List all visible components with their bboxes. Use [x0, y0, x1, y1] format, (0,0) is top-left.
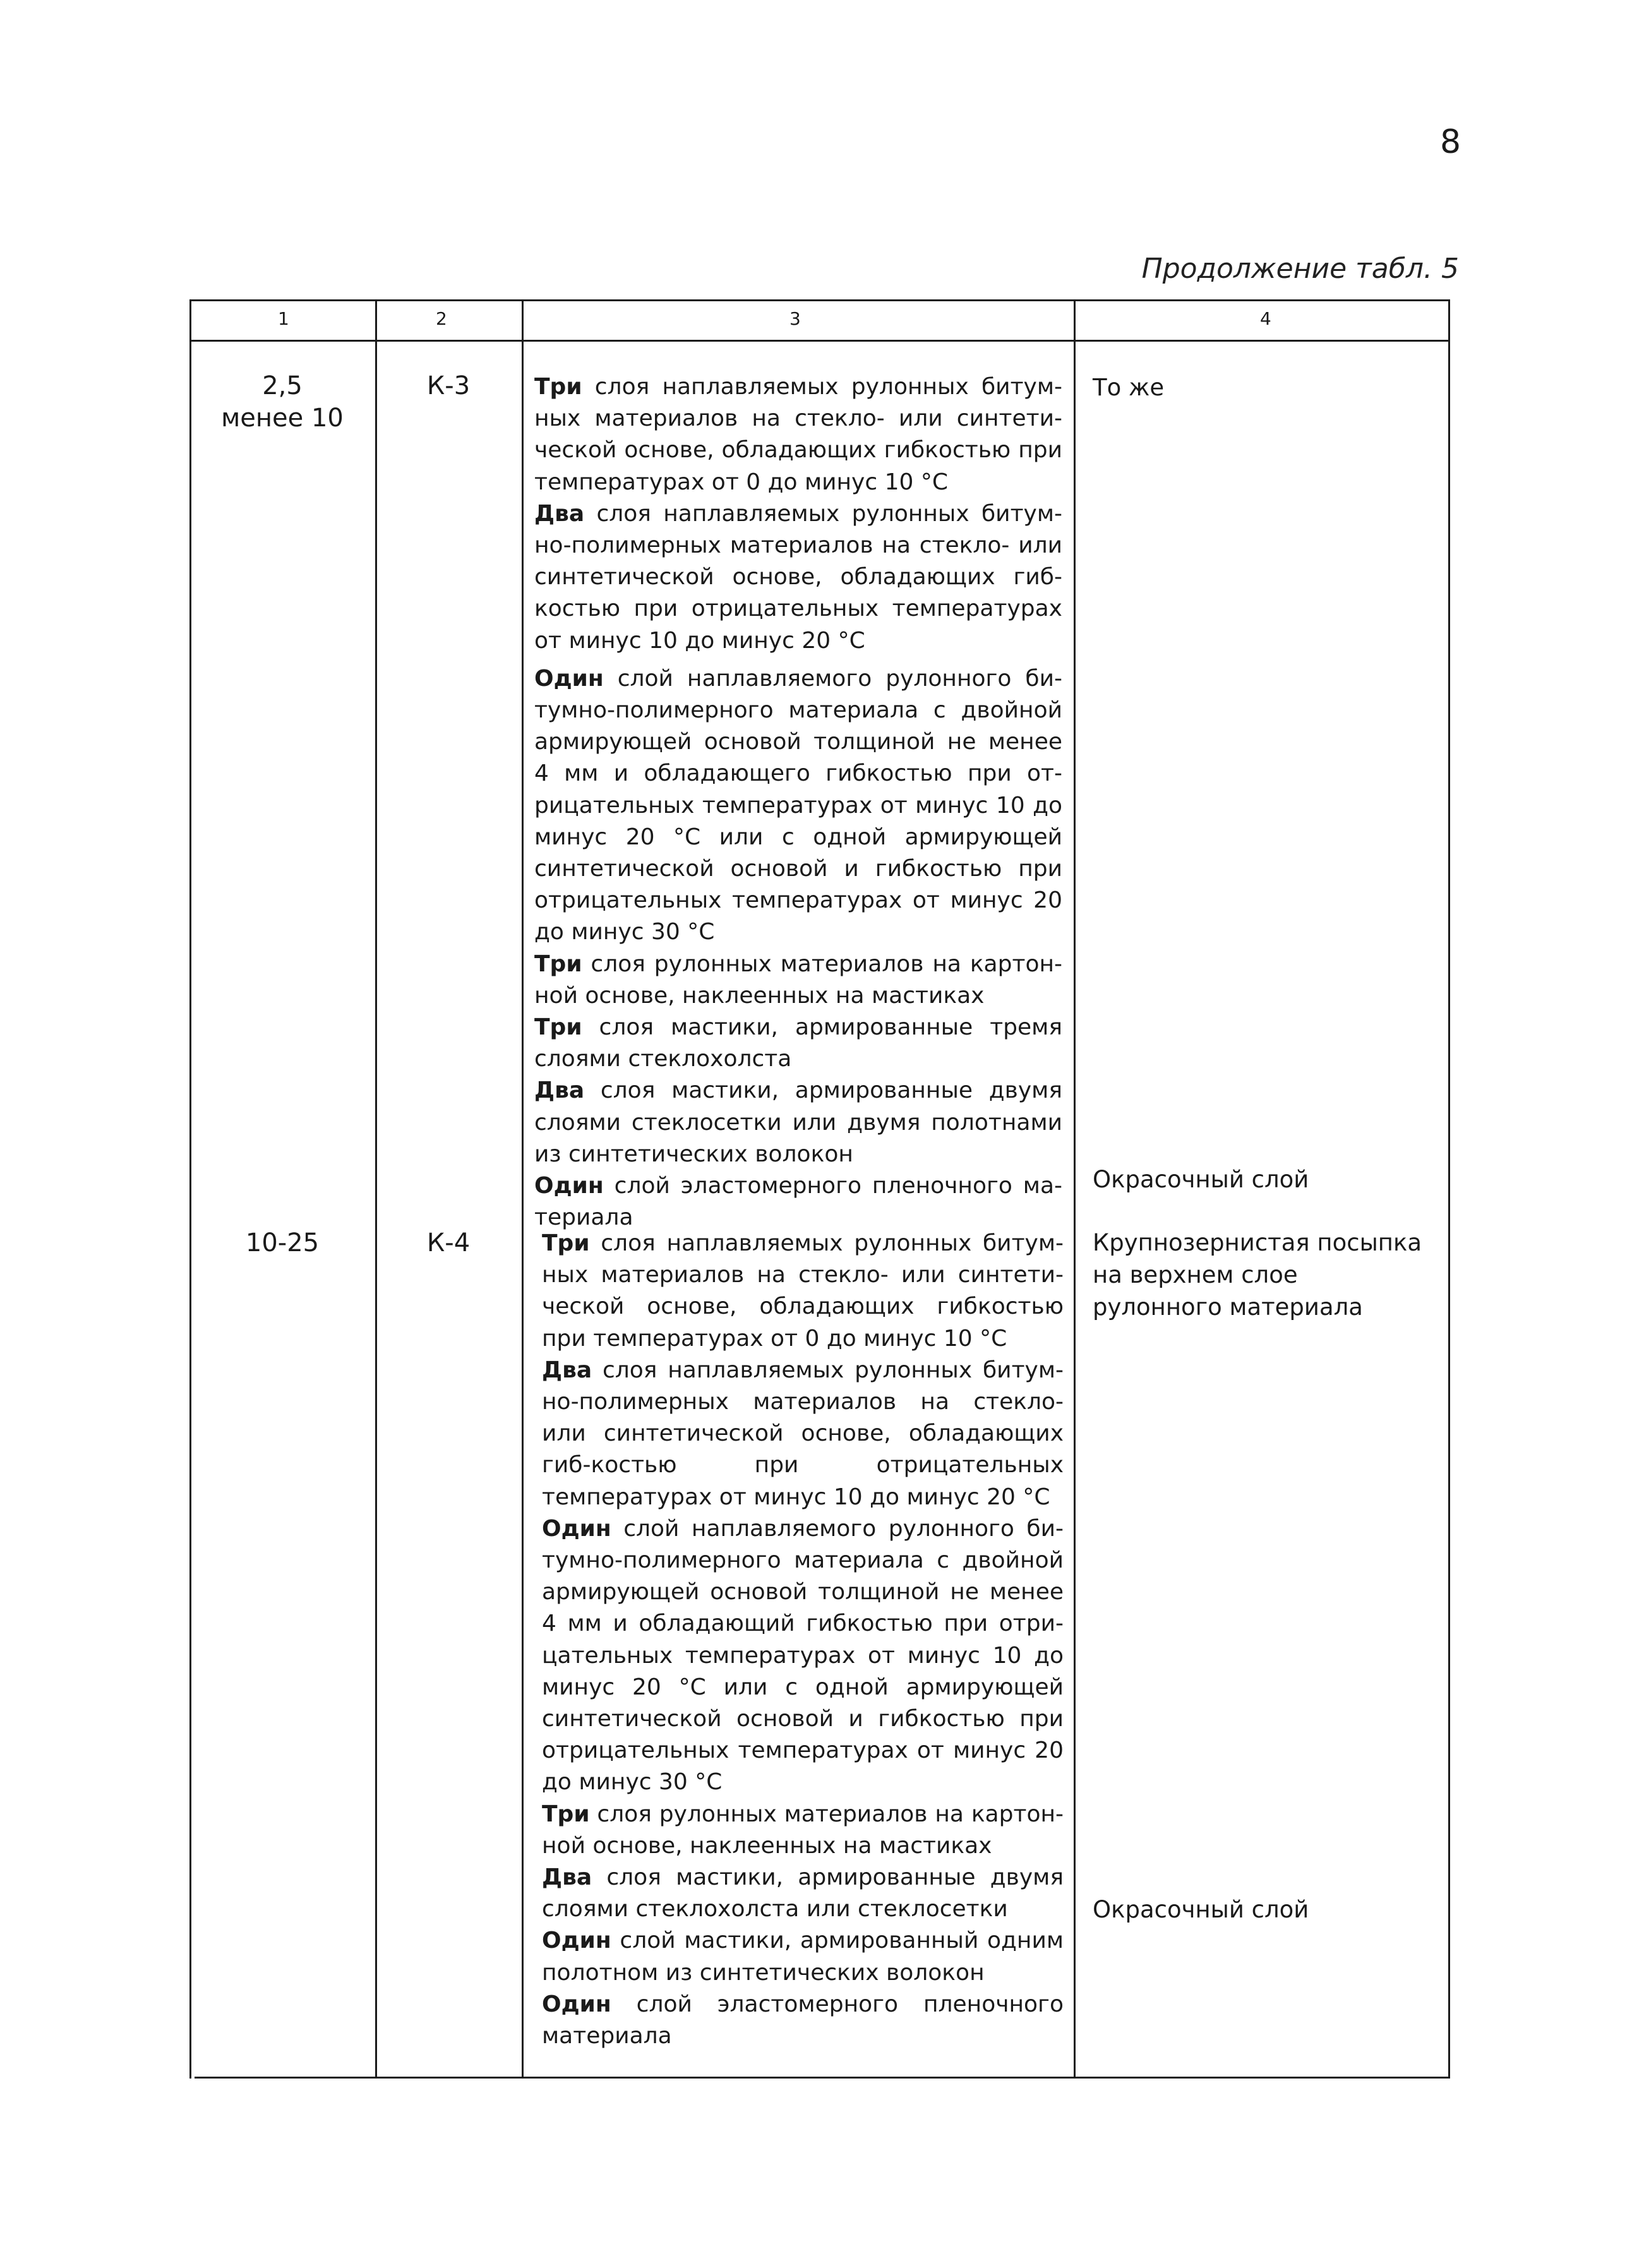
table-bottom-border [195, 2077, 1450, 2079]
column-divider-2 [522, 299, 524, 2079]
column-header-3: 3 [789, 308, 801, 329]
row1-col1-line-2: менее 10 [221, 404, 344, 433]
list-item: Один слой наплавляемого рулонного би-тумно-полимерного материала с двойной армирующей основой толщиной не менее 4 мм и обладающий гибкостью при отри-цательных температурах от минус 10 до минус 20 °С или с одной армирующей синтетической основой и гибкостью при отрицательных температурах от минус 20 до минус 30 °С [542, 1515, 1064, 1796]
page-number: 8 [1440, 123, 1461, 161]
list-item: Три слоя наплавляемых рулонных битум-ных материалов на стекло- или синтети-ческой основе, обладающих гибкостью при температурах от 0 до минус 10 °С [534, 374, 1062, 495]
row2-col4-note-2: Окрасочный слой [1093, 1896, 1309, 1923]
row2-col4-note-1: Крупнозернистая посыпка на верхнем слое рулонного материала [1093, 1229, 1422, 1321]
column-header-4: 4 [1260, 308, 1271, 329]
row1-col2-code: К-3 [426, 371, 471, 400]
list-item: Два слоя наплавляемых рулонных битум-но-полимерных материалов на стекло- или синтетической основе, обладающих гиб-костью при отрицательных температурах от минус 10 до минус 20 °С [534, 500, 1062, 654]
list-item: Один слой эластомерного пленочного материала [542, 1991, 1064, 2049]
table-right-border [1448, 299, 1450, 2079]
row1-col4-note-1: То же [1093, 374, 1165, 401]
list-item: Три слоя рулонных материалов на картон-ной основе, наклеенных на мастиках [542, 1801, 1064, 1859]
list-item: Два слоя мастики, армированные двумя слоями стеклохолста или стеклосетки [542, 1864, 1064, 1923]
table-continuation-caption: Продолжение табл. 5 [1141, 253, 1459, 285]
column-divider-1 [375, 299, 377, 2079]
column-header-2: 2 [436, 308, 447, 329]
table-top-border [189, 299, 1450, 301]
list-item: Три слоя рулонных материалов на картон-ной основе, наклеенных на мастиках [534, 951, 1062, 1009]
row2-col3-layers [542, 1228, 1064, 2052]
list-item: Один слой эластомерного пленочного ма-териала [534, 1173, 1062, 1231]
list-item: Два слоя наплавляемых рулонных битум-но-полимерных материалов на стекло- или синтетической основе, обладающих гиб-костью при отрицательных температурах от минус 10 до минус 20 °С [542, 1357, 1064, 1510]
table-left-border [189, 299, 191, 2079]
column-header-1: 1 [278, 308, 289, 329]
list-item: Три слоя мастики, армированные тремя слоями стеклохолста [534, 1014, 1062, 1072]
list-item: Один слой мастики, армированный одним полотном из синтетических волокон [542, 1928, 1064, 1986]
row2-col2-code: К-4 [426, 1228, 471, 1257]
list-item: Три слоя наплавляемых рулонных битум-ных материалов на стекло- или синтети-ческой основе, обладающих гибкостью при температурах от 0 до минус 10 °С [542, 1230, 1064, 1352]
table-header-separator [189, 340, 1450, 342]
row1-col3-layers [534, 371, 1062, 1233]
row1-col1-value [189, 370, 375, 435]
column-divider-3 [1074, 299, 1076, 2079]
row1-col4-note-2: Окрасочный слой [1093, 1166, 1309, 1193]
list-item: Один слой наплавляемого рулонного би-тумно-полимерного материала с двойной армирующей основой толщиной не менее 4 мм и обладающего гибкостью при от-рицательных температурах от минус 10 до минус 20 °С или с одной армирующей синтетической основой и гибкостью при отрицательных температурах от минус 20 до минус 30 °С [534, 665, 1062, 945]
row2-col1-value: 10-25 [245, 1228, 320, 1257]
list-item: Два слоя мастики, армированные двумя слоями стеклосетки или двумя полотнами из синтетических волокон [534, 1077, 1062, 1167]
row1-col1-line-1: 2,5 [262, 371, 303, 400]
